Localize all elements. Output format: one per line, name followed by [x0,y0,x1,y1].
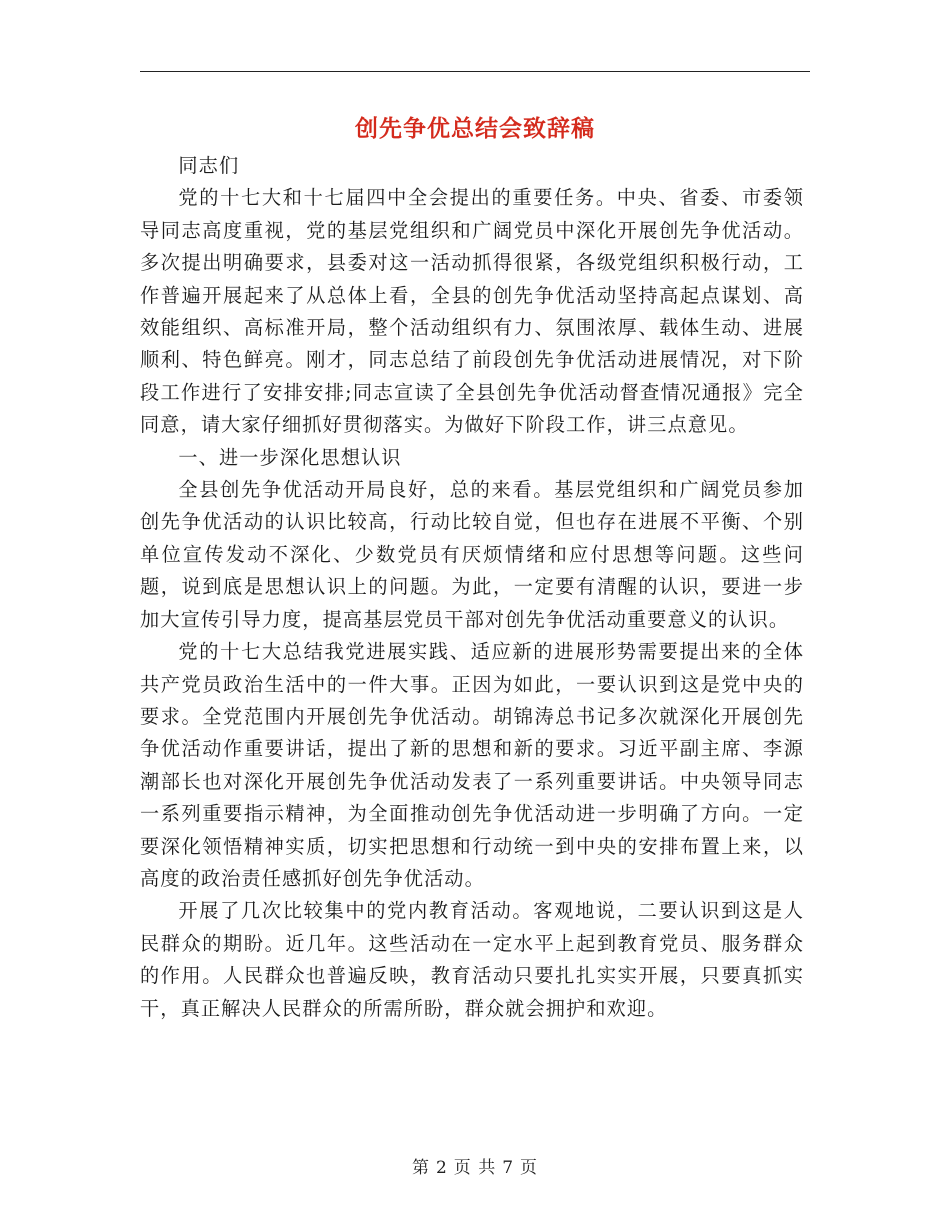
document-body [140,150,804,1025]
footer-page-number: 2 [435,1158,448,1178]
footer-middle: 页 共 [453,1158,497,1178]
paragraph-2: 全县创先争优活动开局良好，总的来看。基层党组织和广阔党员参加创先争优活动的认识比较高，行动比较自觉，但也存在进展不平衡、个别单位宣传发动不深化、少数党员有厌烦情绪和应付思想等问题。这些问题，说到底是思想认识上的问题。为此，一定要有清醒的认识，要进一步加大宣传引导力度，提高基层党员干部对创先争优活动重要意义的认识。 [140,478,804,631]
footer-prefix: 第 [411,1158,430,1178]
paragraph-3: 党的十七大总结我党进展实践、适应新的进展形势需要提出来的全体共产党员政治生活中的一件大事。正因为如此，一要认识到这是党中央的要求。全党范围内开展创先争优活动。胡锦涛总书记多次就深化开展创先争优活动作重要讲话，提出了新的思想和新的要求。习近平副主席、李源潮部长也对深化开展创先争优活动发表了一系列重要讲话。中央领导同志一系列重要指示精神，为全面推动创先争优活动进一步明确了方向。一定要深化领悟精神实质，切实把思想和行动统一到中央的安排布置上来，以高度的政治责任感抓好创先争优活动。 [140,640,804,890]
section-heading-1: 一、进一步深化思想认识 [178,445,402,469]
header-rule [140,71,810,72]
document-title: 创先争优总结会致辞稿 [355,115,595,142]
page-footer [0,1153,950,1178]
footer-total-pages: 7 [502,1158,515,1178]
paragraph-intro: 党的十七大和十七届四中全会提出的重要任务。中央、省委、市委领导同志高度重视，党的基层党组织和广阔党员中深化开展创先争优活动。多次提出明确要求，县委对这一活动抓得很紧，各级党组织积极行动，工作普遍开展起来了从总体上看，全县的创先争优活动坚持高起点谋划、高效能组织、高标准开局，整个活动组织有力、氛围浓厚、载体生动、进展顺利、特色鲜亮。刚才，同志总结了前段创先争优活动进展情况，对下阶段工作进行了安排安排;同志宣读了全县创先争优活动督查情况通报》完全同意，请大家仔细抓好贯彻落实。为做好下阶段工作，讲三点意见。 [140,186,804,437]
paragraph-4: 开展了几次比较集中的党内教育活动。客观地说，二要认识到这是人民群众的期盼。近几年。这些活动在一定水平上起到教育党员、服务群众的作用。人民群众也普遍反映，教育活动只要扎扎实实开展，只要真抓实干，真正解决人民群众的所需所盼，群众就会拥护和欢迎。 [140,899,804,1020]
footer-suffix: 页 [520,1158,539,1178]
greeting: 同志们 [178,154,240,177]
